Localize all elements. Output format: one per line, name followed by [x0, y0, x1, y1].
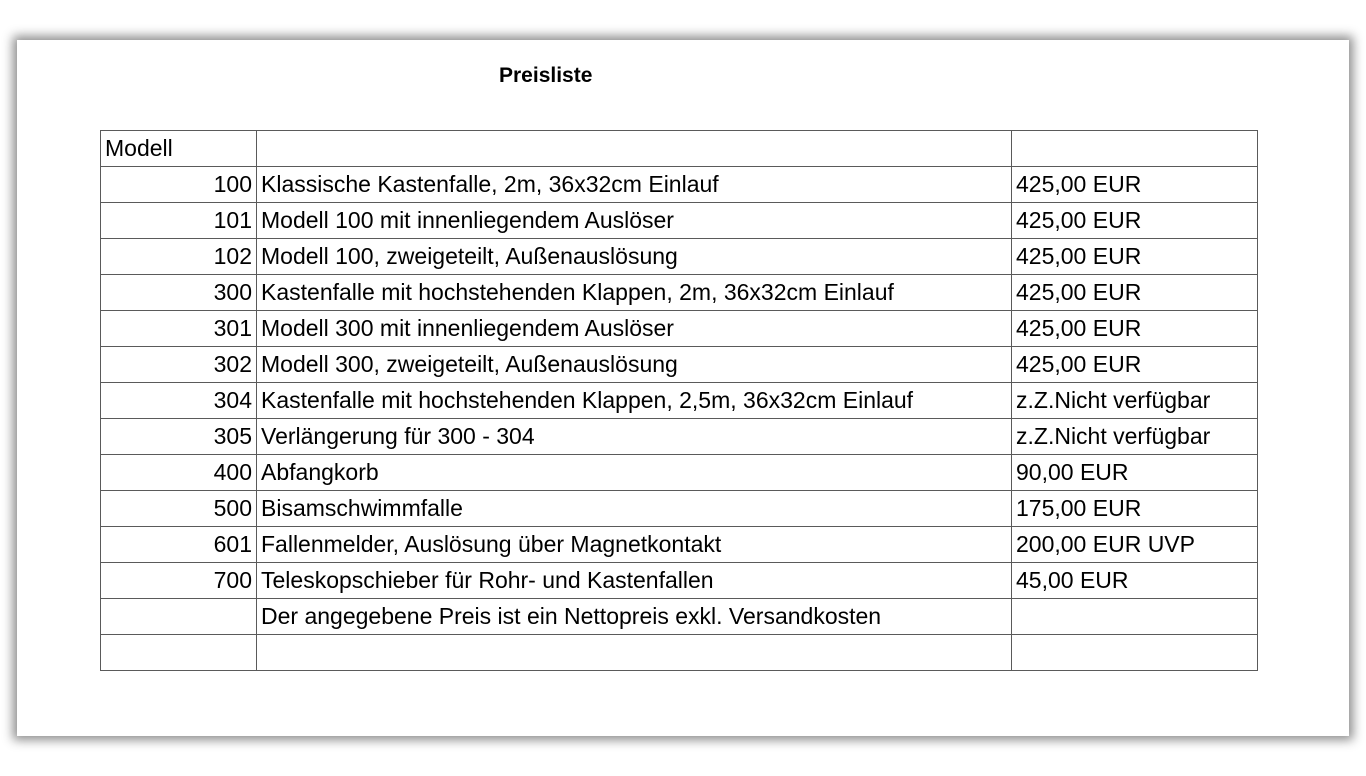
price-cell: 425,00 EUR: [1012, 311, 1258, 347]
description-cell: Modell 300, zweigeteilt, Außenauslösung: [257, 347, 1012, 383]
description-cell: Fallenmelder, Auslösung über Magnetkontakt: [257, 527, 1012, 563]
price-cell: 45,00 EUR: [1012, 563, 1258, 599]
price-cell: 175,00 EUR: [1012, 491, 1258, 527]
document-page: [17, 40, 1349, 736]
table-row: [101, 311, 1258, 347]
description-cell: Klassische Kastenfalle, 2m, 36x32cm Einlauf: [257, 167, 1012, 203]
model-number-cell: 302: [101, 347, 257, 383]
price-cell: 425,00 EUR: [1012, 347, 1258, 383]
table-row: [101, 455, 1258, 491]
price-cell: z.Z.Nicht verfügbar: [1012, 383, 1258, 419]
header-model-cell: Modell: [101, 131, 257, 167]
table-row: [101, 347, 1258, 383]
price-cell: 200,00 EUR UVP: [1012, 527, 1258, 563]
model-number-cell: 100: [101, 167, 257, 203]
price-cell: [1012, 635, 1258, 671]
model-number-cell: [101, 635, 257, 671]
description-cell: Kastenfalle mit hochstehenden Klappen, 2,5m, 36x32cm Einlauf: [257, 383, 1012, 419]
description-cell: Modell 100 mit innenliegendem Auslöser: [257, 203, 1012, 239]
model-number-cell: 301: [101, 311, 257, 347]
model-number-cell: 102: [101, 239, 257, 275]
table-row: [101, 167, 1258, 203]
table-row: [101, 599, 1258, 635]
price-cell: 425,00 EUR: [1012, 203, 1258, 239]
header-price-cell: [1012, 131, 1258, 167]
description-cell: Abfangkorb: [257, 455, 1012, 491]
price-cell: [1012, 599, 1258, 635]
price-cell: z.Z.Nicht verfügbar: [1012, 419, 1258, 455]
table-row: [101, 275, 1258, 311]
price-cell: 425,00 EUR: [1012, 239, 1258, 275]
description-cell: Bisamschwimmfalle: [257, 491, 1012, 527]
price-cell: 425,00 EUR: [1012, 167, 1258, 203]
table-row: [101, 419, 1258, 455]
description-cell: Modell 300 mit innenliegendem Auslöser: [257, 311, 1012, 347]
model-number-cell: 601: [101, 527, 257, 563]
table-header-row: [101, 131, 1258, 167]
price-cell: 425,00 EUR: [1012, 275, 1258, 311]
model-number-cell: 304: [101, 383, 257, 419]
model-number-cell: 305: [101, 419, 257, 455]
price-table: [100, 130, 1258, 671]
model-number-cell: 300: [101, 275, 257, 311]
description-cell: [257, 635, 1012, 671]
description-cell: Kastenfalle mit hochstehenden Klappen, 2m, 36x32cm Einlauf: [257, 275, 1012, 311]
table-row: [101, 239, 1258, 275]
description-cell: Modell 100, zweigeteilt, Außenauslösung: [257, 239, 1012, 275]
table-row: [101, 635, 1258, 671]
model-number-cell: 400: [101, 455, 257, 491]
table-row: [101, 383, 1258, 419]
model-number-cell: 700: [101, 563, 257, 599]
description-cell: Verlängerung für 300 - 304: [257, 419, 1012, 455]
description-cell: Der angegebene Preis ist ein Nettopreis exkl. Versandkosten: [257, 599, 1012, 635]
header-description-cell: [257, 131, 1012, 167]
description-cell: Teleskopschieber für Rohr- und Kastenfallen: [257, 563, 1012, 599]
page-title: Preisliste: [499, 64, 593, 87]
model-number-cell: 101: [101, 203, 257, 239]
table-row: [101, 563, 1258, 599]
table-row: [101, 527, 1258, 563]
model-number-cell: [101, 599, 257, 635]
price-cell: 90,00 EUR: [1012, 455, 1258, 491]
table-row: [101, 491, 1258, 527]
model-number-cell: 500: [101, 491, 257, 527]
table-row: [101, 203, 1258, 239]
